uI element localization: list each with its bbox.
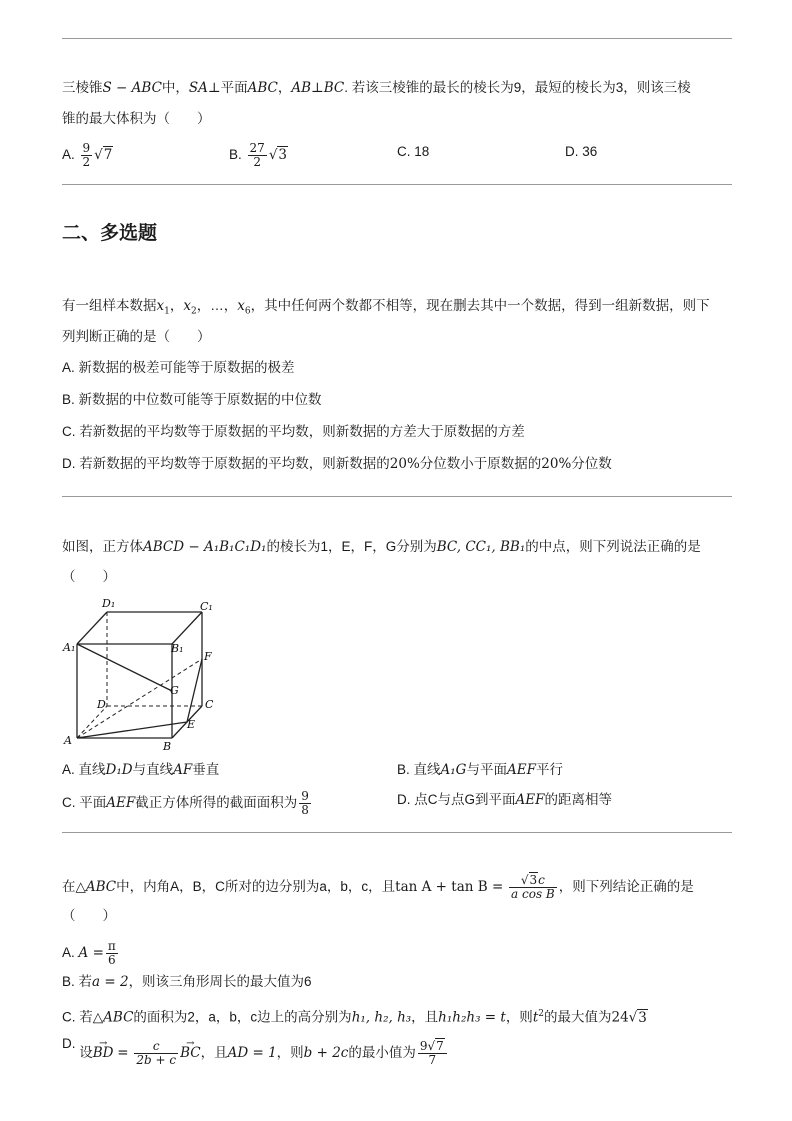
divider-3 [62,832,732,833]
label-E: E [187,718,196,731]
q3-line1: 如图，正方体ABCD − A₁B₁C₁D₁的棱长为1，E，F，G分别为BC, CC₁, BB₁的中点，则下列说法正确的是 [62,539,701,555]
q4-line2: （ ） [62,908,116,923]
divider-top [62,38,732,39]
label-A1: A₁ [63,641,76,654]
label-G: G [170,684,179,697]
q4-line1: 在△ABC中，内角A，B，C所对的边分别为a，b，c，且tan A + tan B = $\frac{√3c}{\text{a cos B}}$ ，则下列结论正确的是 [62,873,694,901]
fraction: $\frac{9}{2}$ [82,141,91,169]
q2-option-d[interactable]: D. 若新数据的平均数等于原数据的平均数，则新数据的20%分位数小于原数据的20%分位数 [62,456,612,472]
q3-option-d[interactable]: D. 点C与点G到平面AEF的距离相等 [397,792,612,808]
sqrt: √3 [268,147,288,164]
q2-option-b[interactable]: B. 新数据的中位数可能等于原数据的中位数 [62,392,322,407]
fraction: $\frac{9√7}{7}$ [418,1040,447,1067]
label-F: F [204,650,212,663]
q3-option-c[interactable]: C. 平面AEF截正方体所得的截面面积为 $\frac{9}{8}$ [62,789,309,817]
q1-option-b[interactable]: B. $\frac{27}{2}$ √3 [229,141,288,169]
divider-2 [62,496,732,497]
q4-option-d[interactable]: D. 设→ BD = $\frac{c}{2b + c}$ → BC，且AD = 1，则b + 2c的最小值为 $\frac{9√7}{7}$ [62,1040,449,1067]
label-D: D [97,698,106,711]
divider-1 [62,184,732,185]
q3-option-b[interactable]: B. 直线A₁G与平面AEF平行 [397,762,563,778]
q1-option-d[interactable]: D. 36 [565,144,598,159]
label-C: C [205,698,214,711]
cube-figure [60,596,220,754]
q1-line2: 锥的最大体积为（ ） [62,111,211,126]
fraction: $\frac{√3c}{\text{a cos B}}$ [511,873,555,901]
q1-option-c[interactable]: C. 18 [397,144,430,159]
label-B: B [163,740,172,753]
label-A: A [64,734,72,747]
section-title: 二、多选题 [62,222,158,244]
q3-option-a[interactable]: A. 直线D₁D与直线AF垂直 [62,762,220,778]
label-D1: D₁ [102,597,116,610]
fraction: $\frac{\pi}{6}$ [107,939,116,967]
q4-option-b[interactable]: B. 若a = 2，则该三角形周长的最大值为6 [62,974,312,990]
q1-line1: 三棱锥S − ABC中，SA⊥平面ABC，AB⊥BC. 若该三棱锥的最长的棱长为9，最短的棱长为3，则该三棱 [62,80,691,96]
q1-option-a[interactable]: A. $\frac{9}{2}$ √7 [62,141,113,169]
sqrt: √7 [94,147,113,164]
q4-option-c[interactable]: C. 若△ABC的面积为2，a，b，c边上的高分别为h₁, h₂, h₃，且h₁h₂h₃ = t，则$t^2$的最大值为24√3 [62,1009,647,1026]
fraction: $\frac{c}{2b + c}$ [136,1039,177,1067]
fraction: $\frac{9}{8}$ [301,789,309,817]
q2-line2: 列判断正确的是（ ） [62,329,211,344]
q2-option-c[interactable]: C. 若新数据的平均数等于原数据的平均数，则新数据的方差大于原数据的方差 [62,424,525,439]
fraction: $\frac{27}{2}$ [249,141,265,169]
q3-line2: （ ） [62,569,116,584]
q2-option-a[interactable]: A. 新数据的极差可能等于原数据的极差 [62,360,295,375]
q2-line1: 有一组样本数据$x_1$，$x_2$，…，$x_6$，其中任何两个数都不相等，现在删去其中一个数据，得到一组新数据，则下 [62,298,710,317]
label-C1: C₁ [200,600,213,613]
q4-option-a[interactable]: A. A = $\frac{\pi}{6}$ [62,939,116,967]
label-B1: B₁ [171,642,184,655]
